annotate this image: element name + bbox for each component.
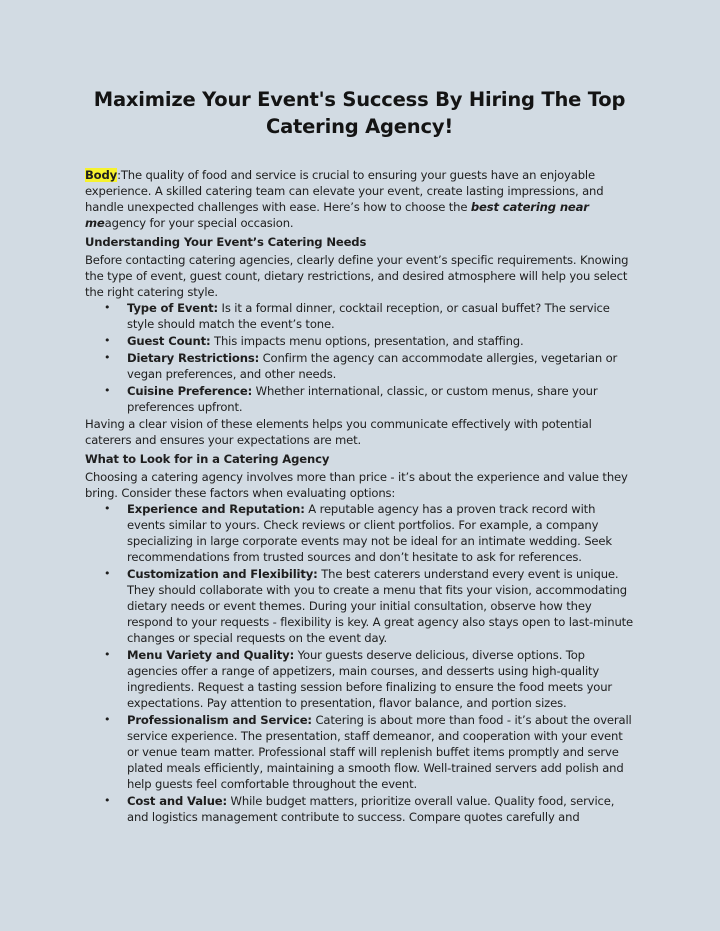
list-item — [85, 712, 634, 792]
list-item — [85, 383, 634, 415]
list-item-label: Experience and Reputation: — [127, 502, 305, 516]
list-item-label: Menu Variety and Quality: — [127, 648, 295, 662]
section1-heading: Understanding Your Event’s Catering Needs — [85, 235, 367, 249]
list-item-text: This impacts menu options, presentation, and staffing. — [210, 334, 524, 348]
list-item-label: Dietary Restrictions: — [127, 351, 260, 365]
section2-list — [85, 501, 634, 825]
document-body — [85, 167, 634, 825]
list-item-text: Your guests deserve delicious, diverse options. Top agencies offer a range of appetizers, main courses, and desserts using high-quality ingredients. Request a tasting session before finalizing to ensure the food meets your expectations. Pay attention to presentation, flavor balance, and portion sizes. — [127, 648, 613, 710]
bullet-icon: • — [104, 648, 111, 661]
list-item-text: Is it a formal dinner, cocktail reception, or casual buffet? The service style should match the event’s tone. — [127, 301, 610, 331]
list-item-label: Cost and Value: — [127, 794, 228, 808]
page-title: Maximize Your Event's Success By Hiring The Top Catering Agency! — [93, 88, 626, 138]
list-item-label: Cuisine Preference: — [127, 384, 253, 398]
list-item — [85, 333, 634, 349]
list-item — [85, 566, 634, 646]
section1-paragraph: Before contacting catering agencies, clearly define your event’s specific requirements. Knowing the type of event, guest count, dietary restrictions, and desired atmosphere will help you select the right catering style. — [85, 253, 629, 299]
list-item-label: Type of Event: — [127, 301, 219, 315]
bullet-icon: • — [104, 713, 111, 726]
list-item-label: Professionalism and Service: — [127, 713, 312, 727]
list-item-text: Whether international, classic, or custom menus, share your preferences upfront. — [127, 384, 598, 414]
best-catering-link[interactable]: best catering near me — [85, 200, 589, 230]
list-item — [85, 647, 634, 711]
list-item — [85, 350, 634, 382]
list-item — [85, 793, 634, 825]
intro-text-after: agency for your special occasion. — [104, 216, 294, 230]
list-item-label: Guest Count: — [127, 334, 211, 348]
list-item — [85, 300, 634, 332]
bullet-icon: • — [104, 502, 111, 515]
section2-paragraph: Choosing a catering agency involves more than price - it’s about the experience and value they bring. Consider these factors when evaluating options: — [85, 470, 628, 500]
list-item — [85, 501, 634, 565]
bullet-icon: • — [104, 334, 111, 347]
section1-closing: Having a clear vision of these elements helps you communicate effectively with potential caterers and ensures your expectations are met. — [85, 417, 592, 447]
bullet-icon: • — [104, 351, 111, 364]
bullet-icon: • — [104, 384, 111, 397]
list-item-text: The best caterers understand every event is unique. They should collaborate with you to create a menu that fits your vision, accommodating dietary needs or event themes. During your initial consultation, observe how they respond to your requests - flexibility is key. A great agency also stays open to last-minute changes or special requests on the event day. — [127, 567, 634, 645]
section1-list — [85, 300, 634, 415]
bullet-icon: • — [104, 567, 111, 580]
section2-heading: What to Look for in a Catering Agency — [85, 452, 330, 466]
bullet-icon: • — [104, 794, 111, 807]
list-item-text: A reputable agency has a proven track record with events similar to yours. Check reviews or client portfolios. For example, a company specializing in large corporate events may not be ideal for an intimate wedding. Seek recommendations from trusted sources and don’t hesitate to ask for references. — [127, 502, 612, 564]
list-item-label: Customization and Flexibility: — [127, 567, 318, 581]
body-label: Body — [85, 168, 118, 182]
intro-paragraph — [85, 167, 634, 231]
intro-text-before: :The quality of food and service is crucial to ensuring your guests have an enjoyable experience. A skilled catering team can elevate your event, create lasting impressions, and handle unexpected challenges with ease. Here’s how to choose the — [85, 168, 604, 214]
list-item-text: While budget matters, prioritize overall value. Quality food, service, and logistics management contribute to success. Compare quotes carefully and — [127, 794, 615, 824]
list-item-text: Catering is about more than food - it’s about the overall service experience. The presentation, staff demeanor, and cooperation with your event or venue team matter. Professional staff will replenish buffet items promptly and serve plated meals efficiently, maintaining a smooth flow. Well-trained servers add polish and help guests feel comfortable throughout the event. — [127, 713, 632, 791]
bullet-icon: • — [104, 301, 111, 314]
list-item-text: Confirm the agency can accommodate allergies, vegetarian or vegan preferences, and other needs. — [127, 351, 618, 381]
